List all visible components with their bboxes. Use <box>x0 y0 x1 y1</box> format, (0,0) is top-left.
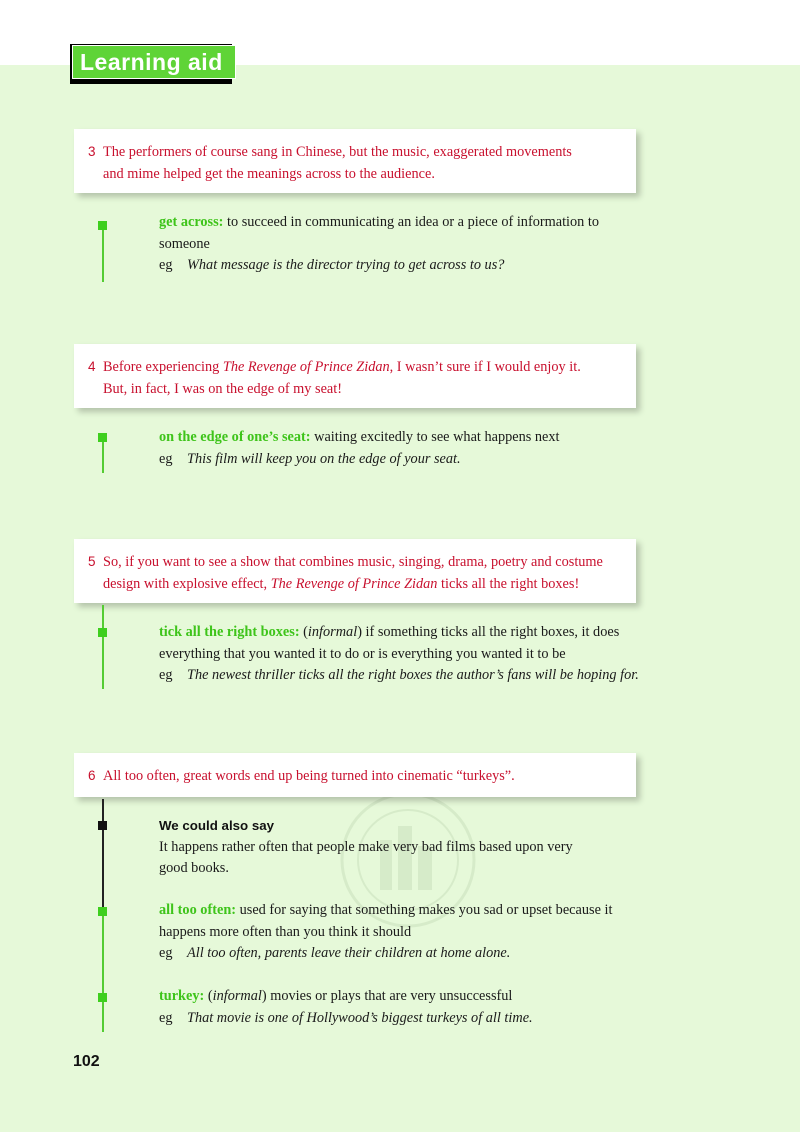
quote-number: 6 <box>88 768 96 783</box>
eg-label: eg <box>159 667 173 683</box>
quote-text: and mime helped get the meanings across to the audience. <box>103 165 435 182</box>
quote-text: All too often, great words end up being turned into cinematic “turkeys”. <box>103 768 515 784</box>
also-say-heading: We could also say <box>159 818 275 833</box>
example-sentence: What message is the director trying to get across to us? <box>187 257 505 273</box>
vocab-definition: to succeed in communicating an idea or a piece of information to <box>223 214 600 230</box>
vocab-definition: ) if something ticks all the right boxes, it does <box>357 624 620 640</box>
quote-box-4 <box>74 344 636 408</box>
vocab-term: get across: <box>159 214 224 230</box>
vocab-definition: everything that you wanted it to do or is everything you wanted it to be <box>159 645 566 662</box>
vocab-entry-all-too-often <box>159 900 629 965</box>
quote-number: 4 <box>88 359 96 374</box>
vocab-term: turkey: <box>159 988 205 1004</box>
bullet-square-icon <box>98 433 107 442</box>
vocab-entry-on-the-edge <box>159 427 629 470</box>
vocab-term: tick all the right boxes: <box>159 624 300 640</box>
vocab-entry-tick-boxes <box>159 622 639 687</box>
quote-title: The Revenge of Prince Zidan <box>270 575 438 592</box>
eg-label: eg <box>159 257 173 273</box>
quote-text: But, in fact, I was on the edge of my seat! <box>103 380 343 397</box>
eg-label: eg <box>159 945 173 961</box>
eg-label: eg <box>159 1009 173 1026</box>
vocab-term: all too often: <box>159 902 237 918</box>
vocab-definition: waiting excitedly to see what happens next <box>310 429 560 445</box>
quote-line <box>88 141 622 164</box>
quote-text: Before experiencing <box>103 359 223 375</box>
quote-text: , I wasn’t sure if I would enjoy it. <box>389 359 581 375</box>
bullet-square-icon <box>98 993 107 1002</box>
guide-line <box>102 437 104 473</box>
register-label: informal <box>307 624 358 640</box>
vocab-entry-turkey <box>159 986 629 1029</box>
quote-text: ticks all the right boxes! <box>437 575 580 592</box>
guide-line <box>102 909 104 1032</box>
example-sentence: The newest thriller ticks all the right boxes the author’s fans will be hoping for. <box>187 667 639 683</box>
guide-line <box>102 605 104 689</box>
page-number: 102 <box>73 1053 100 1070</box>
bullet-square-icon <box>98 628 107 637</box>
quote-text: So, if you want to see a show that combines music, singing, drama, poetry and costume <box>103 554 603 570</box>
quote-text: design with explosive effect, <box>103 575 271 592</box>
vocab-definition: someone <box>159 235 210 252</box>
example-sentence: All too often, parents leave their children at home alone. <box>187 945 511 961</box>
bullet-square-icon <box>98 221 107 230</box>
quote-box-6 <box>74 753 636 797</box>
bullet-square-icon <box>98 907 107 916</box>
section-title: Learning aid <box>80 49 223 75</box>
quote-number: 5 <box>88 554 96 569</box>
vocab-definition: used for saying that something makes you sad or upset because it <box>236 902 613 918</box>
bullet-square-icon <box>98 821 107 830</box>
vocab-definition: ( <box>299 624 308 640</box>
quote-box-3 <box>74 129 636 193</box>
example-sentence: This film will keep you on the edge of your seat. <box>187 450 461 467</box>
vocab-definition: ) movies or plays that are very unsuccessful <box>261 988 513 1004</box>
also-say-box <box>159 815 629 880</box>
quote-number: 3 <box>88 144 96 159</box>
register-label: informal <box>212 988 262 1004</box>
eg-label: eg <box>159 450 173 467</box>
guide-line <box>102 222 104 282</box>
vocab-entry-get-across <box>159 212 629 277</box>
vocab-term: on the edge of one’s seat: <box>159 429 311 445</box>
quote-box-5 <box>74 539 636 603</box>
vocab-definition: ( <box>204 988 213 1004</box>
quote-text: The performers of course sang in Chinese, but the music, exaggerated movements <box>103 144 572 160</box>
vocab-definition: happens more often than you think it should <box>159 923 412 940</box>
example-sentence: That movie is one of Hollywood’s biggest turkeys of all time. <box>187 1009 533 1026</box>
also-say-text: good books. <box>159 860 229 876</box>
also-say-text: It happens rather often that people make very bad films based upon very <box>159 838 573 855</box>
quote-title: The Revenge of Prince Zidan <box>222 359 390 375</box>
guide-line <box>102 799 104 909</box>
